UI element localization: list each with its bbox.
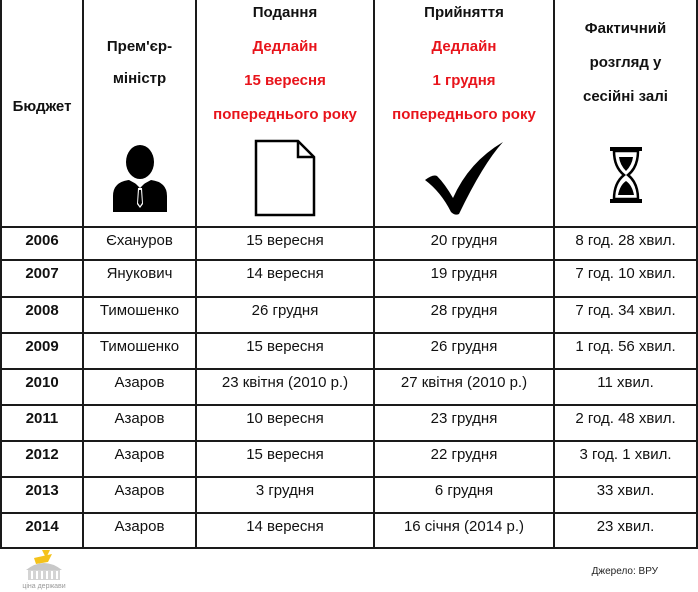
cell-pm: Янукович [106,265,173,282]
cell-year: 2010 [25,374,59,391]
header-adoption [375,0,553,226]
header-pm-line2: міністр [112,70,167,87]
header-actual-line3: сесійні залі [583,88,668,105]
logo-text: ціна держави [22,583,66,590]
cell-year: 2013 [25,482,59,499]
header-actual-line2: розгляд у [589,54,662,71]
cell-year: 2011 [25,410,59,427]
cell-year: 2009 [25,338,59,355]
cell-adopted: 16 січня (2014 р.) [403,518,525,535]
header-budget-label: Бюджет [12,98,72,115]
cell-submitted: 15 вересня [246,446,324,463]
document-icon [254,139,316,217]
cell-year: 2012 [25,446,59,463]
header-submission-title: Подання [252,4,318,21]
cell-year: 2014 [25,518,59,535]
cell-pm: Азаров [114,482,165,499]
cell-duration: 1 год. 56 хвил. [575,338,676,355]
cell-adopted: 6 грудня [434,482,494,499]
table-bottom-border [0,547,698,549]
row-divider [0,476,698,478]
businessman-icon [111,144,169,212]
cell-pm: Азаров [114,374,165,391]
cell-submitted: 14 вересня [246,518,324,535]
cell-duration: 7 год. 10 хвил. [575,265,676,282]
header-adoption-year: попереднього року [392,106,536,123]
row-divider [0,404,698,406]
cell-adopted: 23 грудня [430,410,498,427]
header-submission-date: 15 вересня [244,72,326,89]
header-pm [84,0,195,226]
row-divider [0,368,698,370]
cell-duration: 8 год. 28 хвил. [575,232,676,249]
source-note: Джерело: ВРУ [591,566,658,577]
header-adoption-title: Прийняття [424,4,504,21]
cell-adopted: 19 грудня [430,265,498,282]
cell-submitted: 26 грудня [251,302,319,319]
row-divider [0,259,698,261]
cell-year: 2008 [25,302,59,319]
cell-duration: 23 хвил. [596,518,655,535]
checkmark-icon [423,140,507,216]
cell-submitted: 10 вересня [246,410,324,427]
row-divider [0,296,698,298]
header-actual-line1: Фактичний [584,20,667,37]
row-divider [0,440,698,442]
header-adoption-date: 1 грудня [432,72,496,89]
cell-adopted: 28 грудня [430,302,498,319]
tsina-derzhavy-logo [20,548,68,590]
cell-pm: Тимошенко [99,338,180,355]
header-actual [555,0,696,226]
header-budget [2,0,82,226]
cell-submitted: 23 квітня (2010 р.) [221,374,349,391]
hourglass-icon [610,147,642,203]
cell-duration: 11 хвил. [597,374,654,391]
cell-duration: 7 год. 34 хвил. [575,302,676,319]
cell-adopted: 27 квітня (2010 р.) [400,374,528,391]
row-divider [0,332,698,334]
cell-duration: 3 год. 1 хвил. [579,446,672,463]
header-submission [197,0,373,226]
cell-submitted: 14 вересня [246,265,324,282]
header-pm-line1: Прем'єр- [106,38,173,55]
header-submission-year: попереднього року [213,106,357,123]
header-submission-deadline: Дедлайн [252,38,318,55]
cell-year: 2007 [25,265,59,282]
cell-pm: Азаров [114,518,165,535]
cell-pm: Тимошенко [99,302,180,319]
cell-adopted: 22 грудня [430,446,498,463]
cell-pm: Єхануров [106,232,173,249]
cell-submitted: 3 грудня [255,482,315,499]
cell-adopted: 20 грудня [430,232,498,249]
cell-submitted: 15 вересня [246,338,324,355]
row-divider [0,512,698,514]
cell-pm: Азаров [114,410,165,427]
cell-adopted: 26 грудня [430,338,498,355]
cell-duration: 33 хвил. [596,482,655,499]
cell-duration: 2 год. 48 хвил. [575,410,676,427]
cell-pm: Азаров [114,446,165,463]
header-adoption-deadline: Дедлайн [431,38,497,55]
cell-submitted: 15 вересня [246,232,324,249]
cell-year: 2006 [25,232,59,249]
row-divider [0,226,698,228]
